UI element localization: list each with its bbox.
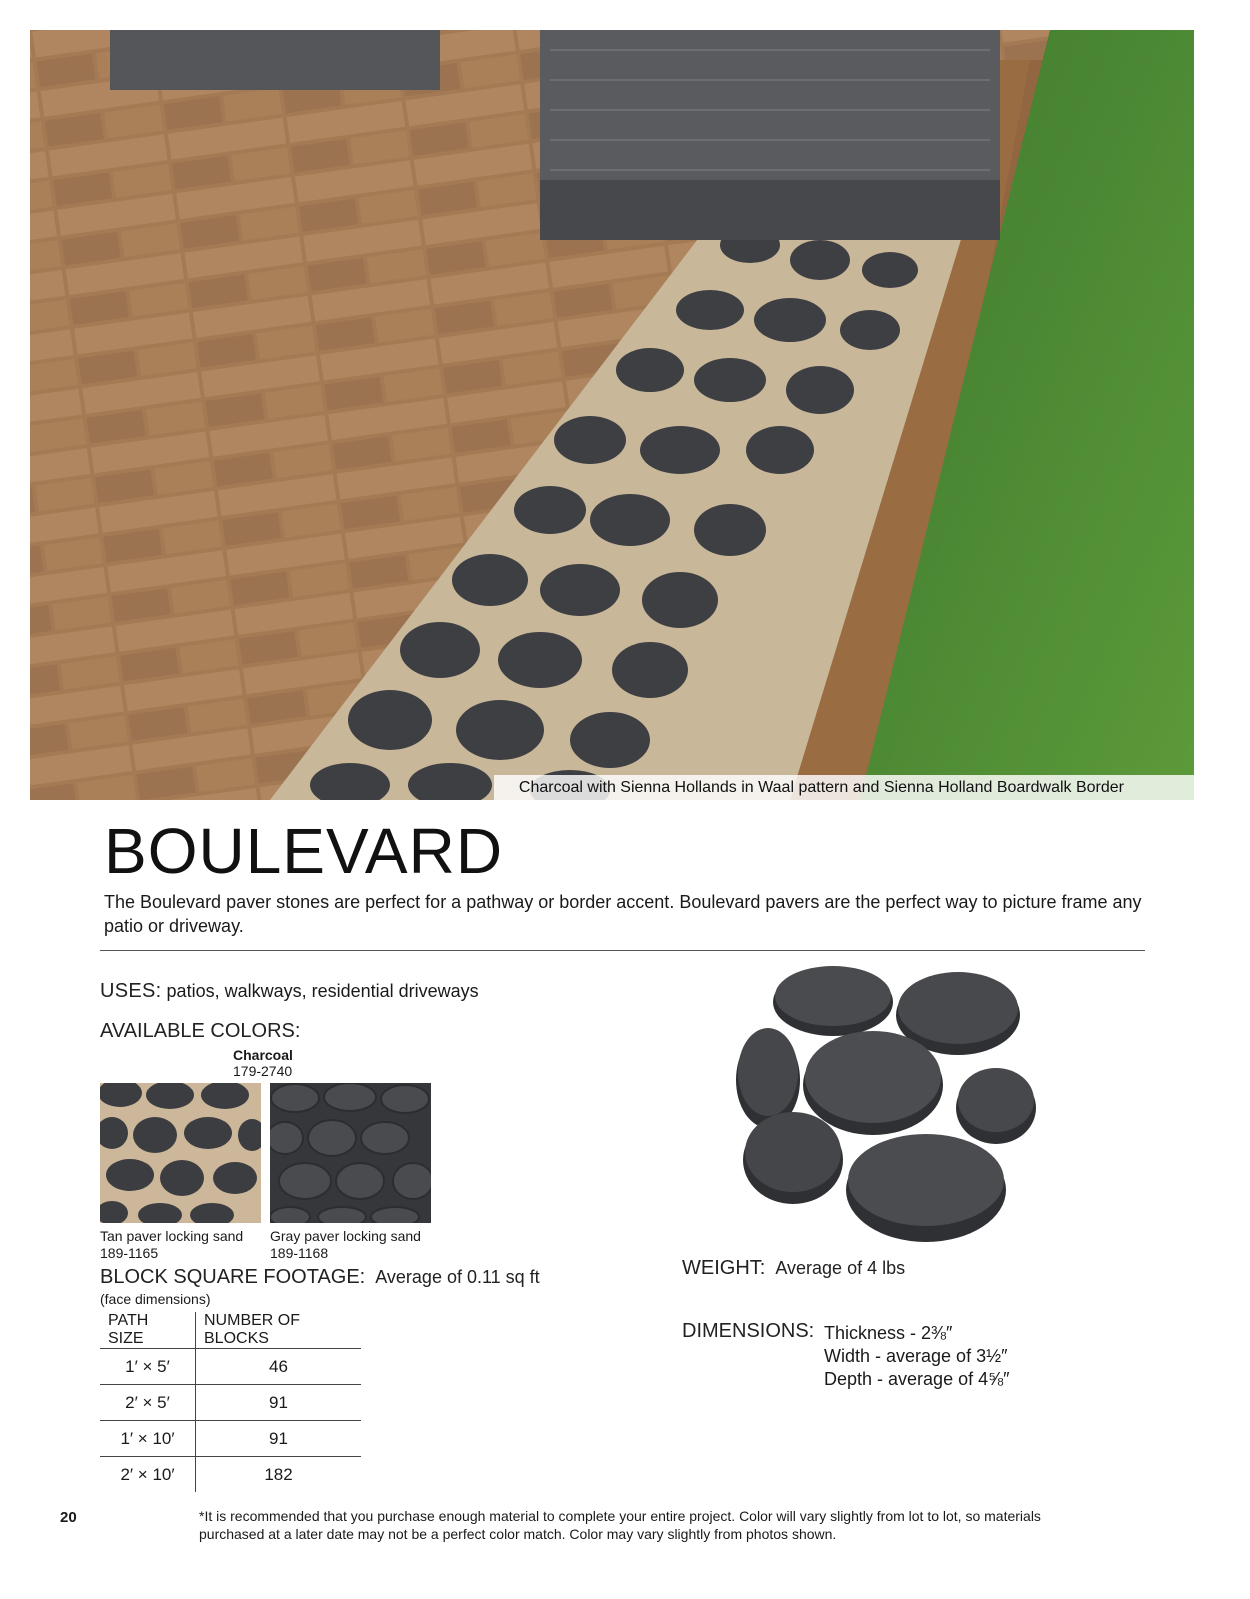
tan-sand-code: 189-1165	[100, 1245, 159, 1261]
path-size-cell: 1′ × 10′	[100, 1421, 196, 1457]
color-name: Charcoal	[233, 1047, 293, 1063]
footage-value: Average of 0.11 sq ft	[375, 1267, 540, 1287]
thickness-value: Thickness - 2⅜″	[824, 1323, 953, 1343]
uses-label: USES:	[100, 980, 162, 1002]
path-size-header: PATH SIZE	[100, 1312, 196, 1349]
product-title: BOULEVARD	[104, 815, 504, 887]
tan-sand-name: Tan paver locking sand	[100, 1228, 244, 1244]
path-size-table	[100, 1312, 361, 1492]
weight-line	[682, 1257, 905, 1280]
blocks-cell: 91	[196, 1385, 362, 1421]
product-intro: The Boulevard paver stones are perfect for a pathway or border accent. Boulevard pavers are the perfect way to picture frame any patio or driveway.	[104, 892, 1142, 936]
path-size-cell: 2′ × 10′	[100, 1457, 196, 1493]
hero-caption: Charcoal with Sienna Hollands in Waal pattern and Sienna Holland Boardwalk Border	[494, 775, 1194, 800]
uses-line	[100, 980, 479, 1003]
blocks-cell: 46	[196, 1349, 362, 1385]
tan-sand-swatch	[100, 1083, 261, 1223]
weight-label: WEIGHT:	[682, 1257, 766, 1279]
weight-value: Average of 4 lbs	[775, 1258, 906, 1278]
colors-label: AVAILABLE COLORS:	[100, 1020, 301, 1042]
page-number: 20	[60, 1509, 77, 1526]
depth-value: Depth - average of 4⅝″	[824, 1369, 1010, 1389]
path-size-cell: 1′ × 5′	[100, 1349, 196, 1385]
table-row	[100, 1349, 361, 1385]
dimensions-label: DIMENSIONS:	[682, 1320, 815, 1342]
width-value: Width - average of 3½″	[824, 1346, 1008, 1366]
path-size-cell: 2′ × 5′	[100, 1385, 196, 1421]
blocks-cell: 182	[264, 1464, 293, 1484]
hero-photo-illustration	[30, 30, 1194, 800]
gray-sand-swatch	[270, 1083, 431, 1223]
paver-stones-photo	[728, 960, 1048, 1250]
section-divider	[100, 950, 1145, 951]
table-row	[100, 1457, 361, 1493]
footage-label: BLOCK SQUARE FOOTAGE:	[100, 1266, 366, 1288]
blocks-header: NUMBER OF BLOCKS	[196, 1312, 362, 1349]
gray-sand-label	[270, 1228, 421, 1262]
color-code: 179-2740	[233, 1063, 293, 1079]
table-row	[100, 1385, 361, 1421]
tan-sand-label	[100, 1228, 243, 1262]
footnote: *It is recommended that you purchase enough material to complete your entire project. Color will vary slightly from lot to lot, so materials purchased at a later date may not be a perfect color match. Color may vary slightly from photos shown.	[199, 1508, 1041, 1542]
hero-photo	[30, 30, 1194, 800]
gray-sand-name: Gray paver locking sand	[270, 1228, 421, 1244]
uses-value: patios, walkways, residential driveways	[166, 981, 479, 1001]
footage-note: (face dimensions)	[100, 1291, 211, 1307]
table-row	[100, 1421, 361, 1457]
block-square-footage	[100, 1266, 540, 1289]
dimensions-list	[824, 1322, 1009, 1391]
blocks-cell: 91	[196, 1421, 362, 1457]
gray-sand-code: 189-1168	[270, 1245, 329, 1261]
